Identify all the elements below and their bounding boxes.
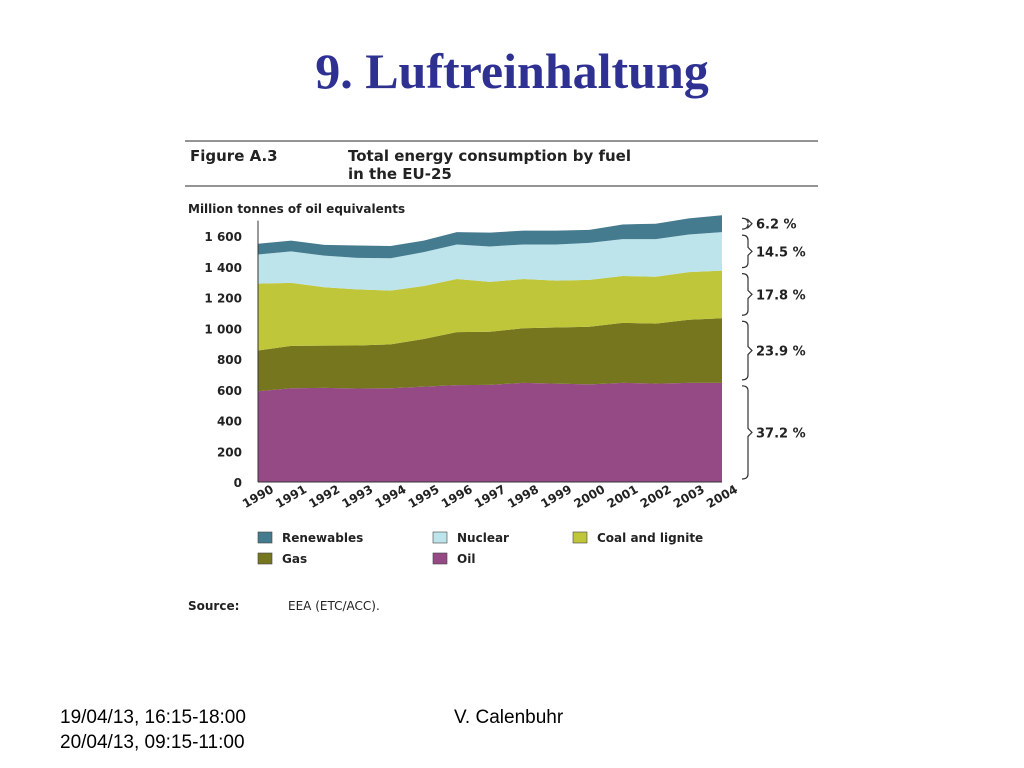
x-tick-label: 1991 xyxy=(273,482,310,511)
legend-label: Renewables xyxy=(282,531,364,545)
x-tick-label: 1996 xyxy=(438,482,475,511)
x-tick-label: 1990 xyxy=(240,482,276,511)
y-axis-label: Million tonnes of oil equivalents xyxy=(188,202,406,216)
x-tick-label: 2002 xyxy=(637,482,674,511)
x-tick-label: 1993 xyxy=(339,482,376,511)
legend-label: Nuclear xyxy=(457,531,509,545)
figure-title-line: in the EU-25 xyxy=(348,165,452,183)
x-tick-label: 1994 xyxy=(372,482,409,511)
legend-label: Gas xyxy=(282,552,308,566)
x-tick-label: 1999 xyxy=(538,482,575,511)
y-tick-label: 800 xyxy=(216,353,242,367)
legend-swatch xyxy=(258,553,272,564)
y-tick-label: 1 400 xyxy=(204,260,242,275)
source-label: Source: xyxy=(188,599,240,613)
y-tick-label: 400 xyxy=(216,414,242,429)
footer-author: V. Calenbuhr xyxy=(454,707,564,728)
x-tick-label: 1998 xyxy=(505,482,542,511)
share-label: 14.5 % xyxy=(756,245,806,261)
share-bracket xyxy=(742,274,752,316)
x-tick-label: 1992 xyxy=(306,482,343,511)
share-bracket xyxy=(742,218,752,229)
x-tick-label: 1997 xyxy=(472,482,508,511)
slide-title: 9. Luftreinhaltung xyxy=(315,43,709,99)
x-tick-label: 1995 xyxy=(405,482,442,511)
legend-swatch xyxy=(433,553,447,564)
figure-title-line: Total energy consumption by fuel xyxy=(348,147,631,165)
x-tick-label: 2001 xyxy=(604,482,641,511)
area-oil xyxy=(258,383,722,482)
y-tick-label: 200 xyxy=(216,445,242,460)
share-label: 37.2 % xyxy=(756,426,806,442)
x-tick-label: 2003 xyxy=(670,482,707,511)
legend-label: Coal and lignite xyxy=(597,531,704,545)
legend-swatch xyxy=(573,532,587,543)
y-tick-label: 1 600 xyxy=(204,230,242,244)
share-bracket xyxy=(742,321,752,380)
x-tick-label: 2004 xyxy=(704,482,740,511)
share-label: 17.8 % xyxy=(756,288,806,304)
share-label: 6.2 % xyxy=(756,217,797,233)
y-tick-label: 0 xyxy=(233,476,242,490)
share-bracket xyxy=(742,235,752,267)
y-tick-label: 600 xyxy=(216,383,242,398)
figure-label: Figure A.3 xyxy=(190,147,278,165)
footer-date-1: 19/04/13, 16:15-18:00 xyxy=(60,707,246,728)
legend-label: Oil xyxy=(457,552,476,566)
y-tick-label: 1 000 xyxy=(204,322,242,337)
share-bracket xyxy=(742,386,752,479)
source-text: EEA (ETC/ACC). xyxy=(288,599,380,613)
y-tick-label: 1 200 xyxy=(204,291,242,306)
legend-swatch xyxy=(258,532,272,543)
x-tick-label: 2000 xyxy=(571,482,608,511)
share-label: 23.9 % xyxy=(756,344,806,360)
footer-dates xyxy=(60,705,246,755)
footer-date-2: 20/04/13, 09:15-11:00 xyxy=(60,732,245,753)
legend-swatch xyxy=(433,532,447,543)
